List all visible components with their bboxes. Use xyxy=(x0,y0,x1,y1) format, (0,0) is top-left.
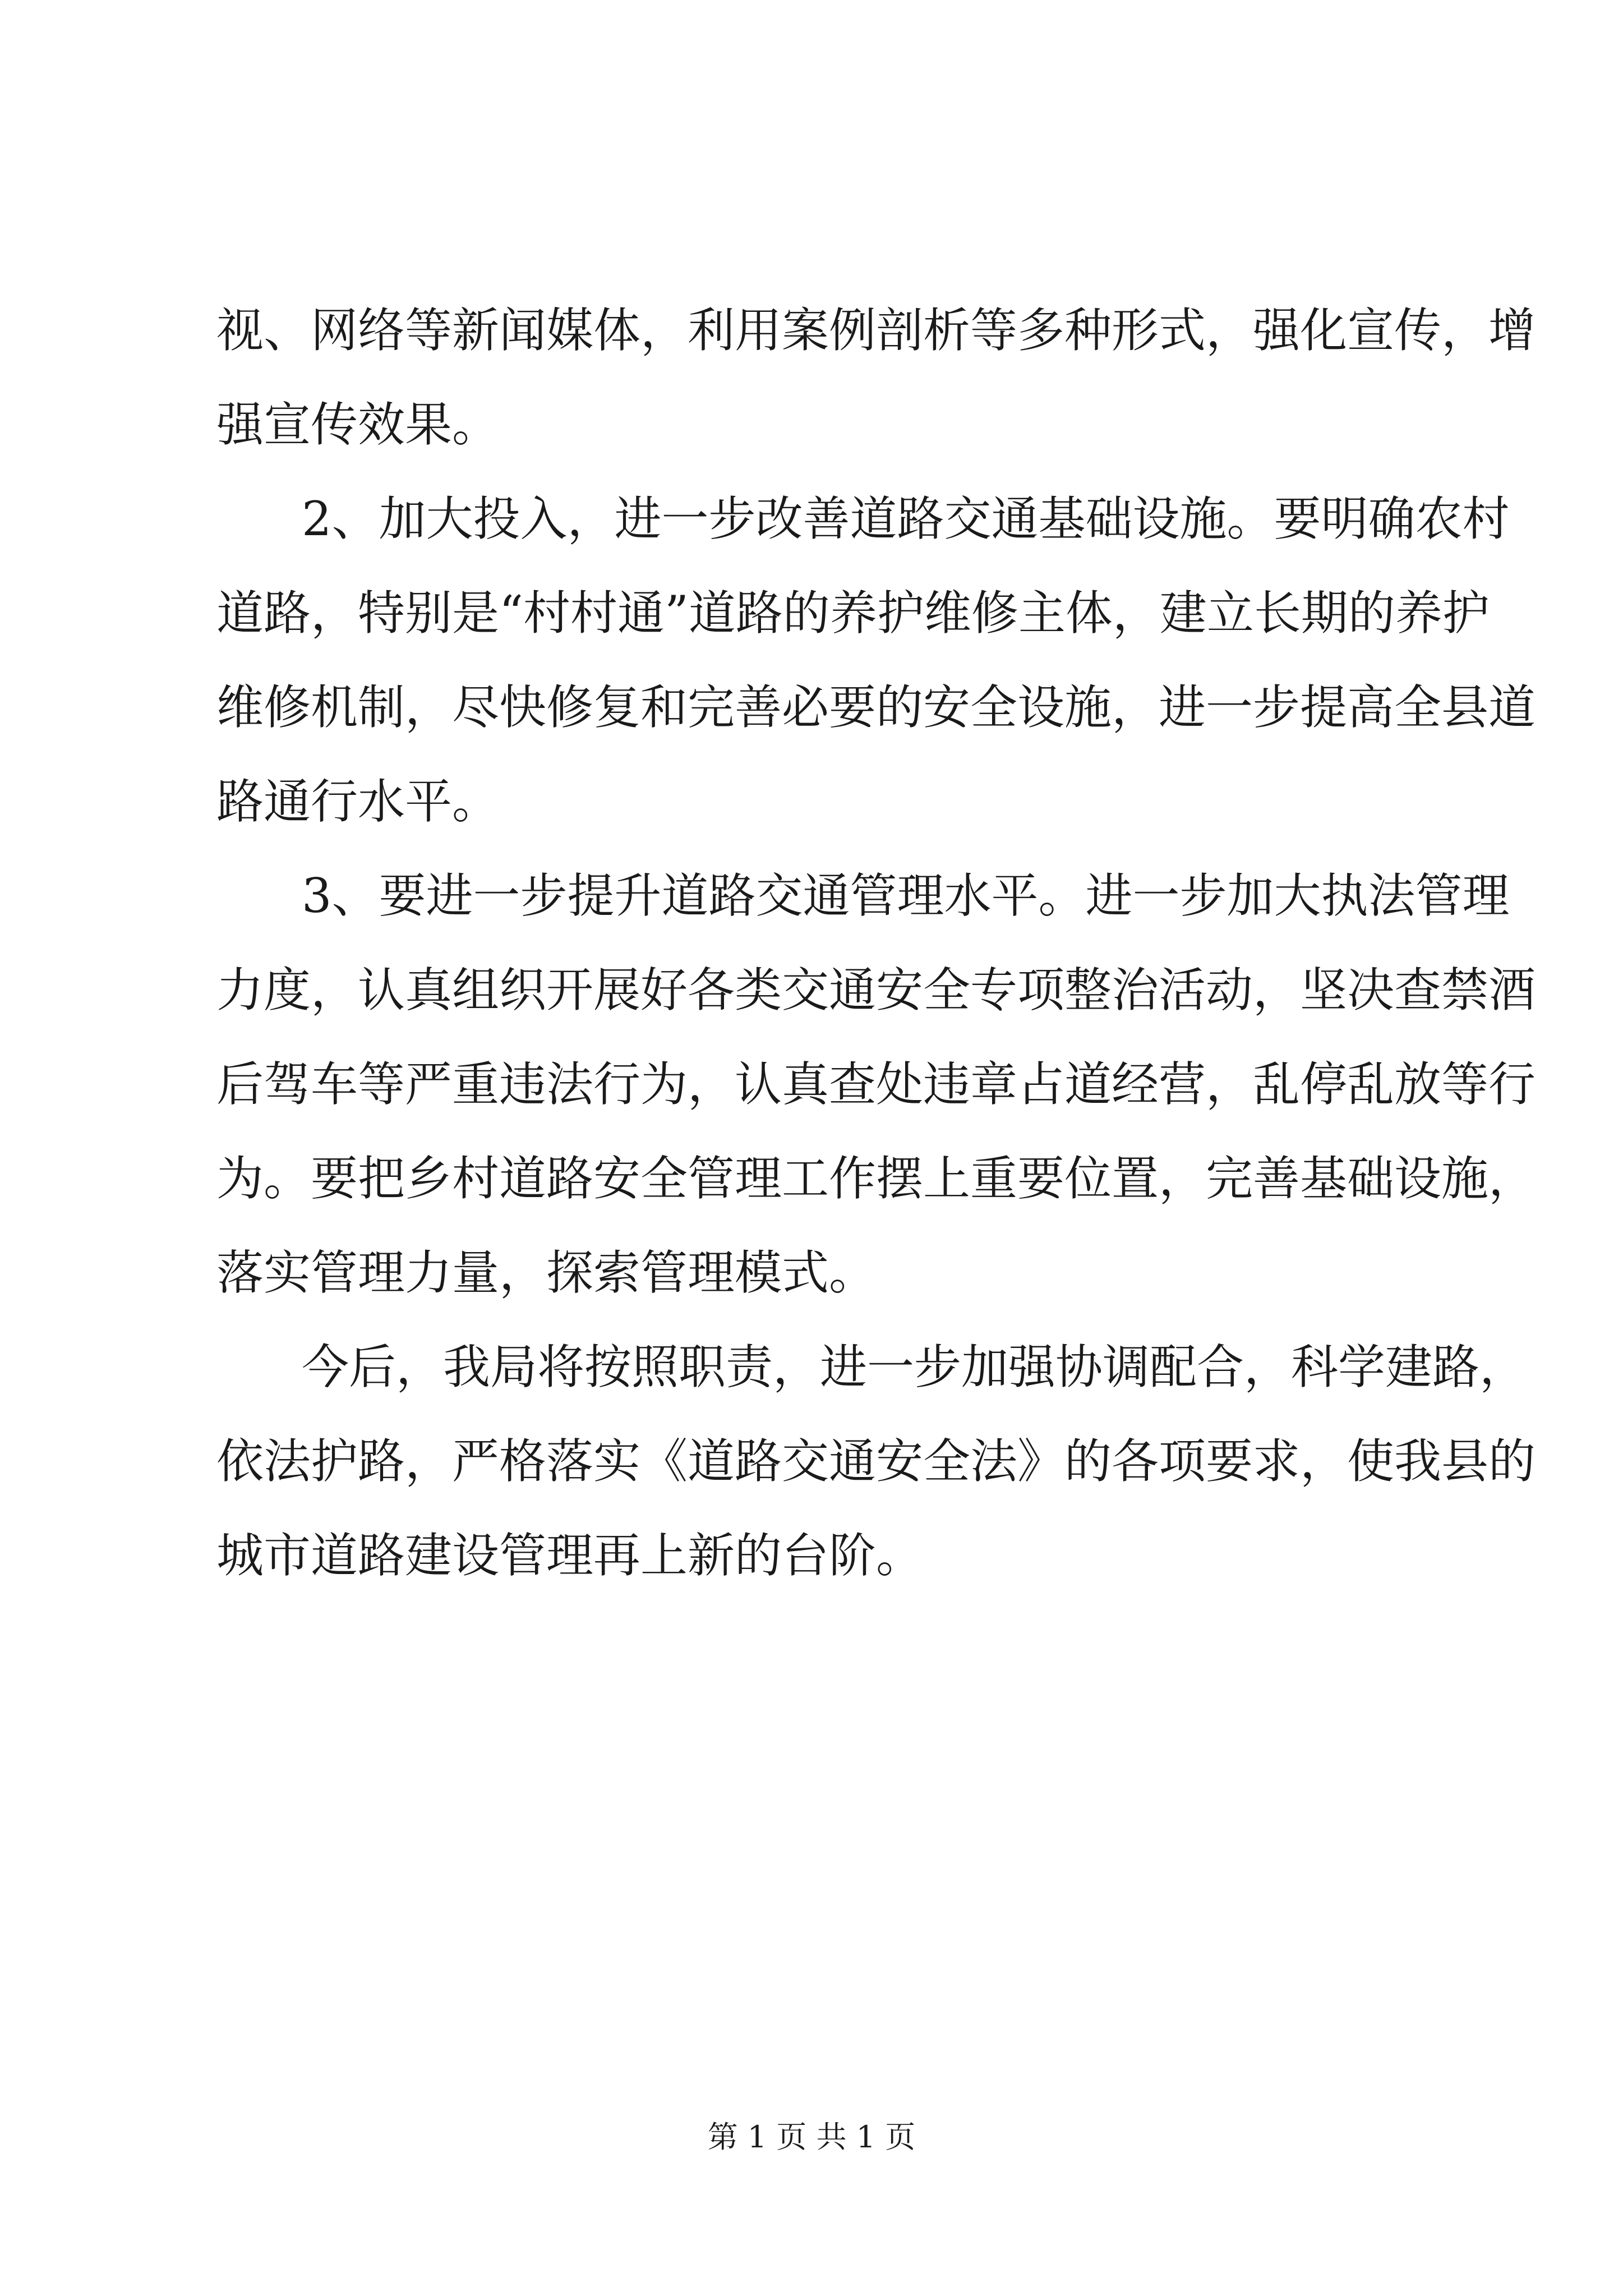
paragraph-line: 力度，认真组织开展好各类交通安全专项整治活动，坚决查禁酒 xyxy=(216,963,1536,1018)
paragraph-line: 维修机制，尽快修复和完善必要的安全设施，进一步提高全县道 xyxy=(216,680,1536,735)
paragraph-item-3-management xyxy=(216,849,1536,1320)
paragraph-conclusion xyxy=(216,1320,1536,1603)
document-body xyxy=(216,283,1536,1603)
paragraph-line: 为。要把乡村道路安全管理工作摆上重要位置，完善基础设施， xyxy=(216,1151,1536,1206)
paragraph-line: 视、网络等新闻媒体，利用案例剖析等多种形式，强化宣传，增 xyxy=(216,303,1536,358)
paragraph-line: 今后，我局将按照职责，进一步加强协调配合，科学建路， xyxy=(302,1340,1527,1395)
paragraph-line: 后驾车等严重违法行为，认真查处违章占道经营，乱停乱放等行 xyxy=(216,1057,1536,1112)
paragraph-line: 路通行水平。 xyxy=(216,774,500,829)
paragraph-line: 强宣传效果。 xyxy=(216,397,500,452)
paragraph-line: 城市道路建设管理再上新的台阶。 xyxy=(216,1528,924,1583)
paragraph-line: 2、加大投入，进一步改善道路交通基础设施。要明确农村 xyxy=(302,491,1510,546)
page-number-footer: 第 1 页 共 1 页 xyxy=(707,2119,916,2155)
paragraph-line: 落实管理力量，探索管理模式。 xyxy=(216,1245,877,1300)
paragraph-media-publicity xyxy=(216,283,1536,472)
paragraph-line: 道路，特别是“村村通”道路的养护维修主体，建立长期的养护 xyxy=(216,586,1490,641)
paragraph-line: 依法护路，严格落实《道路交通安全法》的各项要求，使我县的 xyxy=(216,1434,1536,1489)
paragraph-item-2-infrastructure xyxy=(216,472,1536,849)
paragraph-line: 3、要进一步提升道路交通管理水平。进一步加大执法管理 xyxy=(302,868,1510,923)
